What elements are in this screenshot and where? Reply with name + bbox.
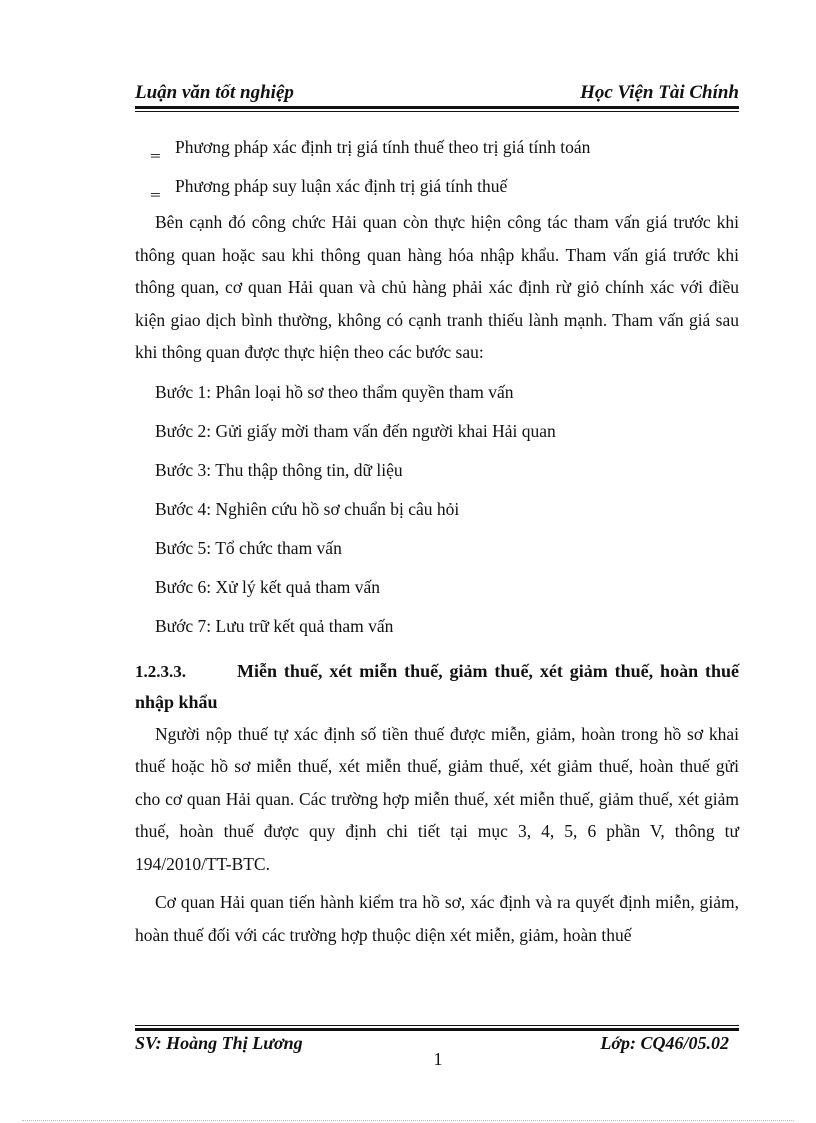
page-header xyxy=(135,82,739,106)
header-rule-thick xyxy=(135,106,739,109)
footer-rule-thin xyxy=(135,1025,739,1026)
step-item: Bước 6: Xử lý kết quả tham vấn xyxy=(155,576,381,597)
section-number: 1.2.3.3. xyxy=(135,661,186,681)
steps-list xyxy=(135,373,739,646)
document-body xyxy=(135,128,739,951)
footer-student-name: SV: Hoàng Thị Lương xyxy=(135,1033,303,1053)
paragraph-inspection: Cơ quan Hải quan tiến hành kiểm tra hồ sơ, xác định và ra quyết định miễn, giảm, hoàn thuế đối với các trường hợp thuộc diện xét miễn, giảm, hoàn thuế xyxy=(135,892,739,945)
page-break-divider xyxy=(22,1120,794,1121)
bullet-marker: ‗ xyxy=(151,137,160,157)
header-rule-thin xyxy=(135,111,739,112)
list-item: ‗ Phương pháp suy luận xác định trị giá tính thuế xyxy=(135,167,739,206)
step-item: Bước 3: Thu thập thông tin, dữ liệu xyxy=(155,459,403,480)
section-heading xyxy=(135,656,739,718)
step-item: Bước 7: Lưu trữ kết quả tham vấn xyxy=(155,615,394,636)
method-list xyxy=(135,128,739,206)
section-title: Miễn thuế, xét miễn thuế, giảm thuế, xét giảm thuế, hoàn thuế nhập khẩu xyxy=(135,660,739,712)
page-number: 1 xyxy=(433,1049,443,1069)
paragraph-consultation: Bên cạnh đó công chức Hải quan còn thực hiện công tác tham vấn giá trước khi thông quan hoặc sau khi thông quan hàng hóa nhập khẩu. Tham vấn giá trước khi thông quan, cơ quan Hải quan và chủ hàng phải xác định rừ giỏ chính xác với điều kiện giao dịch bình thường, không có cạnh tranh thiếu lành mạnh. Tham vấn giá sau khi thông quan được thực hiện theo các bước sau: xyxy=(135,212,739,362)
bullet-marker: ‗ xyxy=(151,176,160,196)
footer-class: Lớp: CQ46/05.02 xyxy=(600,1033,729,1053)
step-item: Bước 2: Gửi giấy mời tham vấn đến người khai Hải quan xyxy=(155,420,556,441)
paragraph-exemption: Người nộp thuế tự xác định số tiền thuế được miễn, giảm, hoàn trong hồ sơ khai thuế hoặc hồ sơ miễn thuế, xét miễn thuế, giảm thuế, xét giảm thuế, hoàn thuế gửi cho cơ quan Hải quan. Các trường hợp miễn thuế, xét miễn thuế, giảm thuế, xét giảm thuế, hoàn thuế được quy định chi tiết tại mục 3, 4, 5, 6 phần V, thông tư 194/2010/TT-BTC. xyxy=(135,723,739,874)
step-item: Bước 4: Nghiên cứu hồ sơ chuẩn bị câu hỏi xyxy=(155,498,460,519)
list-item: ‗ Phương pháp xác định trị giá tính thuế theo trị giá tính toán xyxy=(135,128,739,167)
header-institution: Học Viện Tài Chính xyxy=(580,82,739,103)
header-thesis-title: Luận văn tốt nghiệp xyxy=(135,82,294,103)
step-item: Bước 5: Tổ chức tham vấn xyxy=(155,537,342,558)
step-item: Bước 1: Phân loại hồ sơ theo thẩm quyền tham vấn xyxy=(155,381,514,402)
footer-rule-thick xyxy=(135,1028,739,1031)
